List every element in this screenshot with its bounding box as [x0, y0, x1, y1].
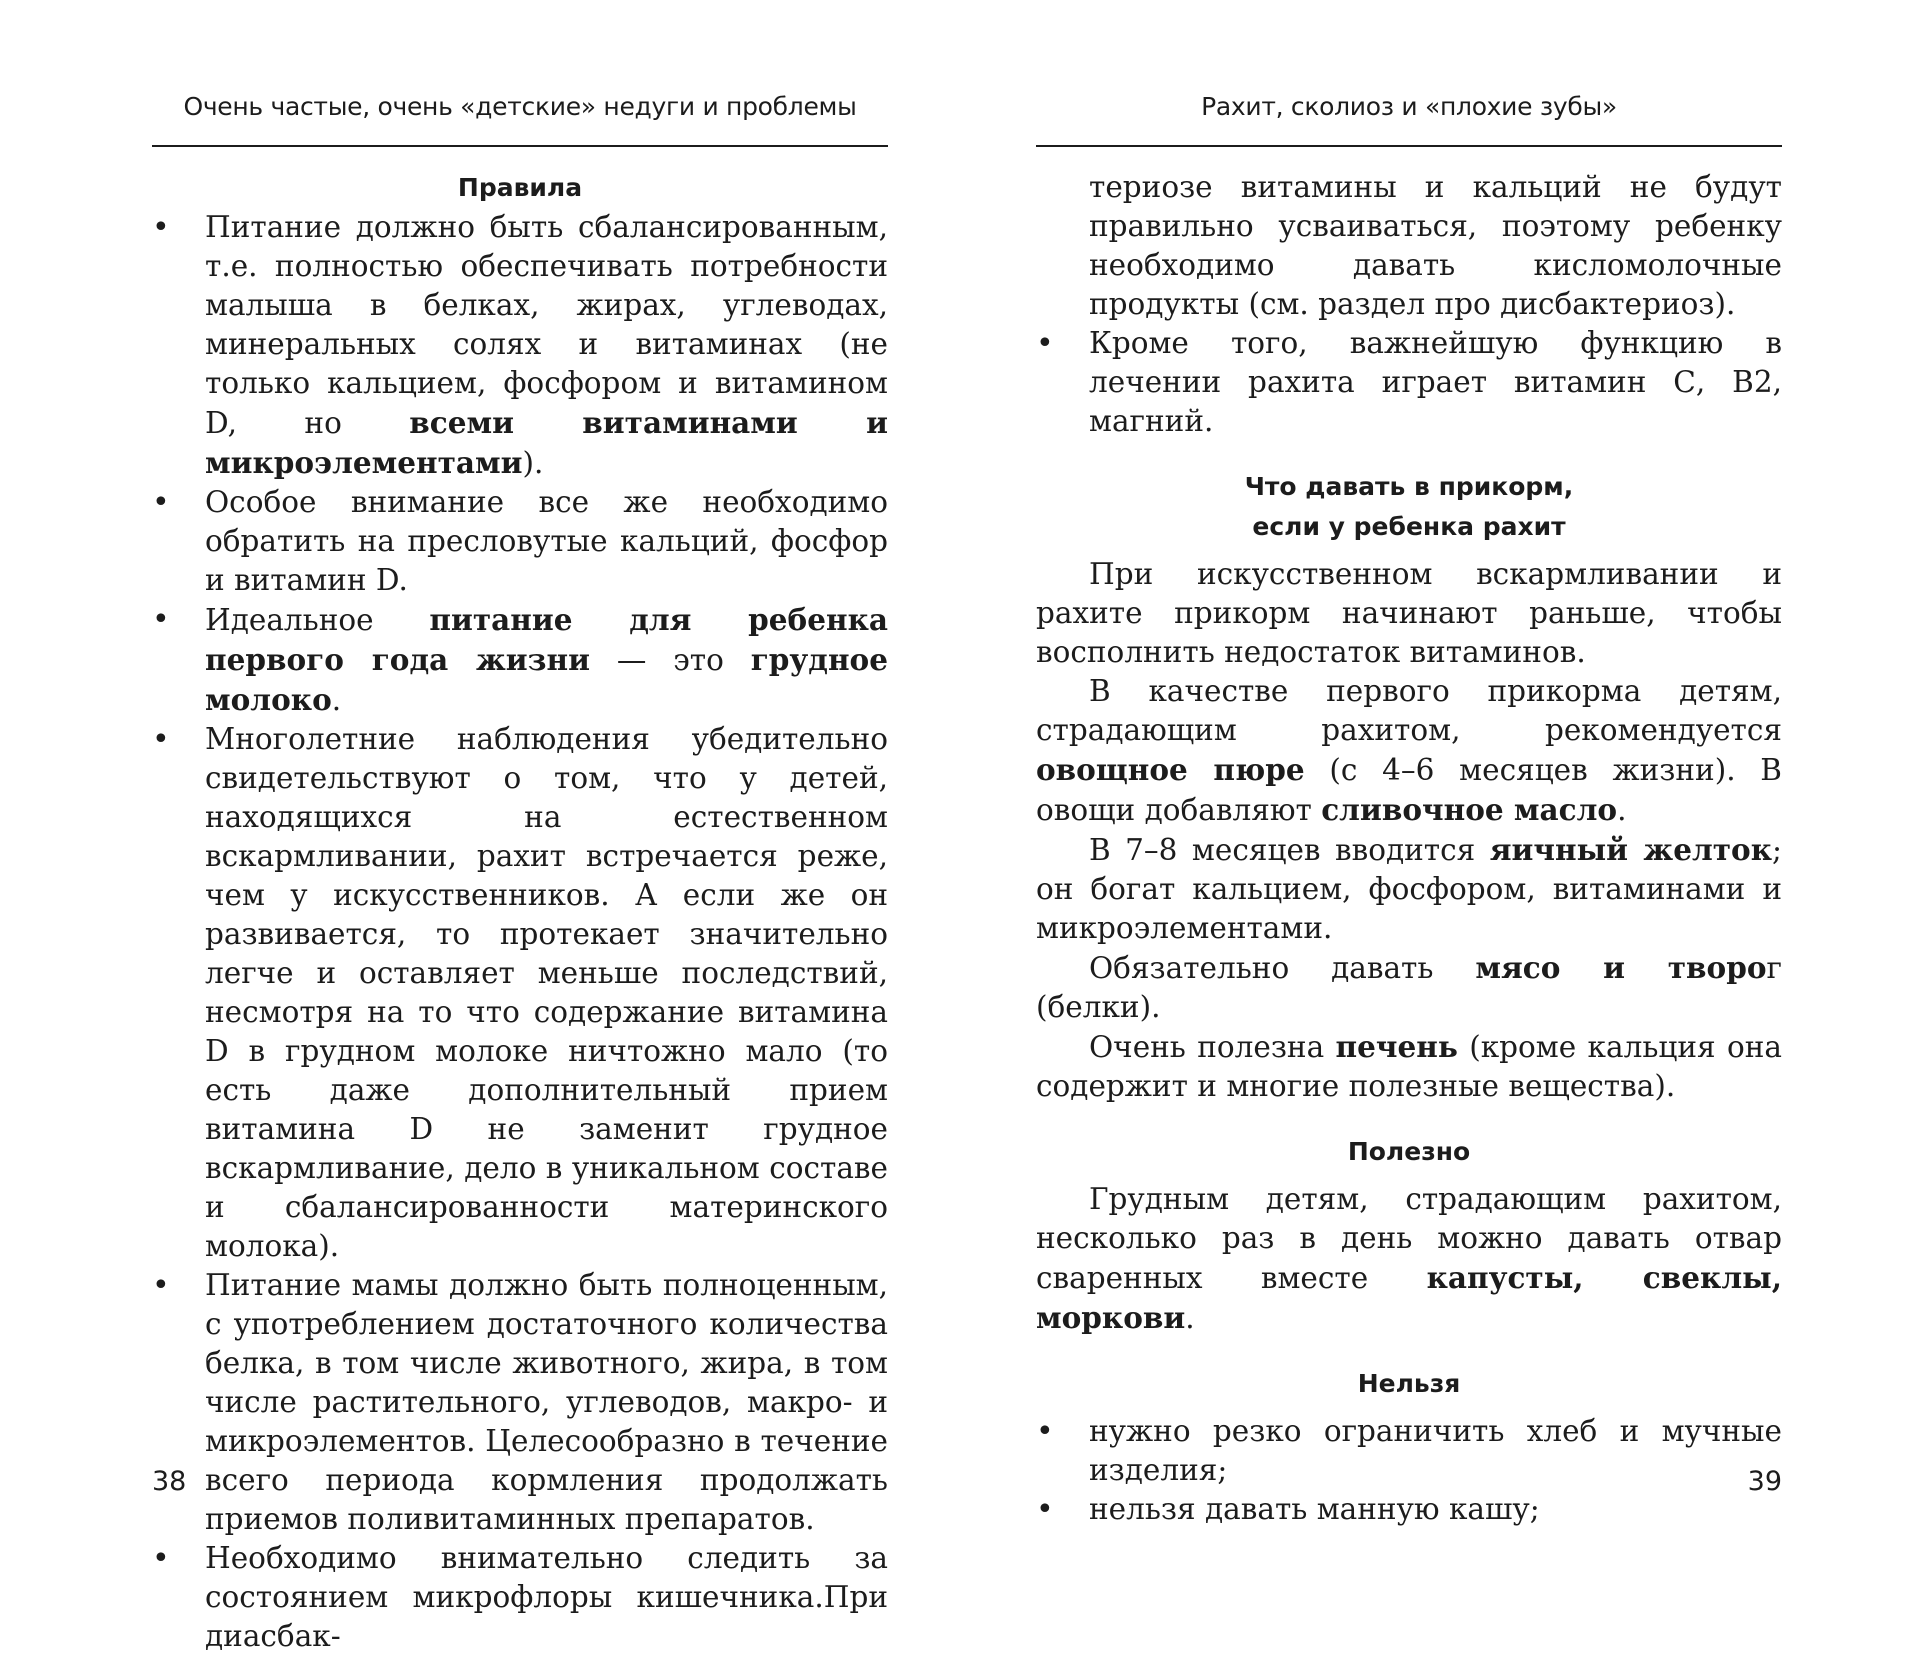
paragraph	[1036, 672, 1782, 830]
paragraph	[1036, 1027, 1782, 1106]
left-page	[152, 0, 889, 1653]
rule-item	[1036, 168, 1782, 324]
section-heading-useful: Полезно	[1347, 1137, 1471, 1166]
header-rule	[1036, 145, 1782, 147]
text-run: териозе витамины и кальций не будут правильно усваиваться, поэтому ребенку необходимо давать кисломолочные продукты (см. раздел про дисбактериоз).	[1089, 170, 1782, 321]
text-run: нельзя давать манную кашу;	[1089, 1492, 1540, 1526]
left-page-content	[152, 168, 888, 1656]
text-run: Грудным детям, страдающим рахитом, несколько раз в день можно давать отвар сваренных вместе	[1036, 1182, 1782, 1295]
rule-item	[152, 720, 888, 1266]
text-run: В 7–8 месяцев вводится	[1089, 833, 1490, 867]
bold-text: сливочное масло	[1321, 792, 1618, 827]
forbidden-item	[1036, 1490, 1782, 1529]
text-run: .	[331, 683, 342, 717]
rule-item	[152, 600, 888, 720]
useful-paragraphs	[1036, 1180, 1782, 1338]
section-heading-feeding-line1: Что давать в прикорм,	[1244, 472, 1574, 501]
right-page-content	[1036, 168, 1782, 1529]
text-run: Питание мамы должно быть полноценным, с употреблением достаточного количества белка, в том числе животного, жира, в том числе растительного, углеводов, макро- и микроэлементов. Целесообразно в течение всего периода кормления продолжать приемов поливитаминных препаратов.	[205, 1268, 888, 1536]
text-run: Обязательно давать	[1089, 951, 1476, 985]
rule-item	[1036, 324, 1782, 441]
forbidden-list	[1036, 1412, 1782, 1529]
running-head-right: Рахит, сколиоз и «плохие зубы»	[1201, 92, 1617, 121]
paragraph	[1036, 830, 1782, 948]
text-run: Необходимо внимательно следить за состоянием микрофлоры кишечника.При диасбак-	[205, 1541, 888, 1653]
paragraph	[1036, 555, 1782, 672]
rule-item	[152, 208, 888, 483]
text-run: .	[1185, 1301, 1195, 1335]
bold-text: питание для ребенка первого года жизни	[205, 602, 888, 677]
feeding-paragraphs	[1036, 555, 1782, 1106]
rule-item	[152, 483, 888, 600]
forbidden-item	[1036, 1412, 1782, 1490]
text-run: Кроме того, важнейшую функцию в лечении рахита играет витамин С, В2, магний.	[1089, 326, 1782, 438]
bold-text: всеми витаминами и микроэлементами	[205, 405, 888, 480]
right-page	[1036, 0, 1782, 1566]
text-run: ; он богат кальцием, фосфором, витаминами и микроэлементами.	[1036, 833, 1782, 945]
text-run: Особое внимание все же необходимо обратить на пресловутые кальций, фосфор и витамин D.	[205, 485, 888, 597]
text-run: ).	[522, 446, 544, 480]
text-run: — это	[589, 643, 751, 677]
rule-item	[152, 1266, 888, 1539]
section-heading-forbidden: Нельзя	[1357, 1369, 1461, 1398]
text-run: (с 4–6 месяцев жизни). В овощи добавляют	[1036, 753, 1782, 827]
paragraph	[1036, 1180, 1782, 1338]
continued-rules-list	[1036, 168, 1782, 441]
page-number-right: 39	[1747, 1466, 1782, 1497]
section-heading-feeding-line2: если у ребенка рахит	[1252, 512, 1566, 541]
text-run: нужно резко ограничить хлеб и мучные изделия;	[1089, 1414, 1782, 1487]
page-number-left: 38	[152, 1466, 187, 1497]
bold-text: яичный желток	[1489, 832, 1773, 867]
bold-text: печень	[1335, 1029, 1458, 1064]
text-run: В качестве первого прикорма детям, страдающим рахитом, рекомендуется	[1036, 674, 1782, 747]
text-run: Многолетние наблюдения убедительно свидетельствуют о том, что у детей, находящихся на естественном вскармливании, рахит встречается реже, чем у искусственников. А если же он развивается, то протекает значительно легче и оставляет меньше последствий, несмотря на то что содержание витамина D в грудном молоке ничтожно мало (то есть даже дополнительный прием витамина D не заменит грудное вскармливание, дело в уникальном составе и сбалансированности материнского молока).	[205, 722, 888, 1263]
text-run: .	[1617, 793, 1627, 827]
paragraph	[1036, 948, 1782, 1027]
bold-text: капусты, свеклы, моркови	[1036, 1260, 1782, 1335]
rules-list	[152, 208, 888, 1656]
section-heading-feeding	[1036, 467, 1782, 547]
section-heading-rules: Правила	[457, 173, 583, 202]
text-run: Очень полезна	[1089, 1030, 1336, 1064]
text-run: г (белки).	[1036, 951, 1782, 1024]
text-run: При искусственном вскармливании и рахите прикорм начинают раньше, чтобы восполнить недостаток витаминов.	[1036, 557, 1782, 669]
header-rule	[152, 145, 888, 147]
rule-item	[152, 1539, 888, 1656]
text-run: (кроме кальция она содержит и многие полезные вещества).	[1036, 1030, 1782, 1103]
bold-text: грудное молоко	[205, 642, 889, 717]
text-run: Питание должно быть сбалансированным, т.е. полностью обеспечивать потребности малыша в белках, жирах, углеводах, минеральных солях и витаминах (не только кальцием, фосфором и витамином D, но	[205, 210, 888, 440]
text-run: Идеальное	[205, 603, 430, 637]
bold-text: мясо и творо	[1475, 950, 1767, 985]
running-head-left: Очень частые, очень «детские» недуги и проблемы	[183, 92, 857, 121]
bold-text: овощное пюре	[1036, 752, 1305, 787]
